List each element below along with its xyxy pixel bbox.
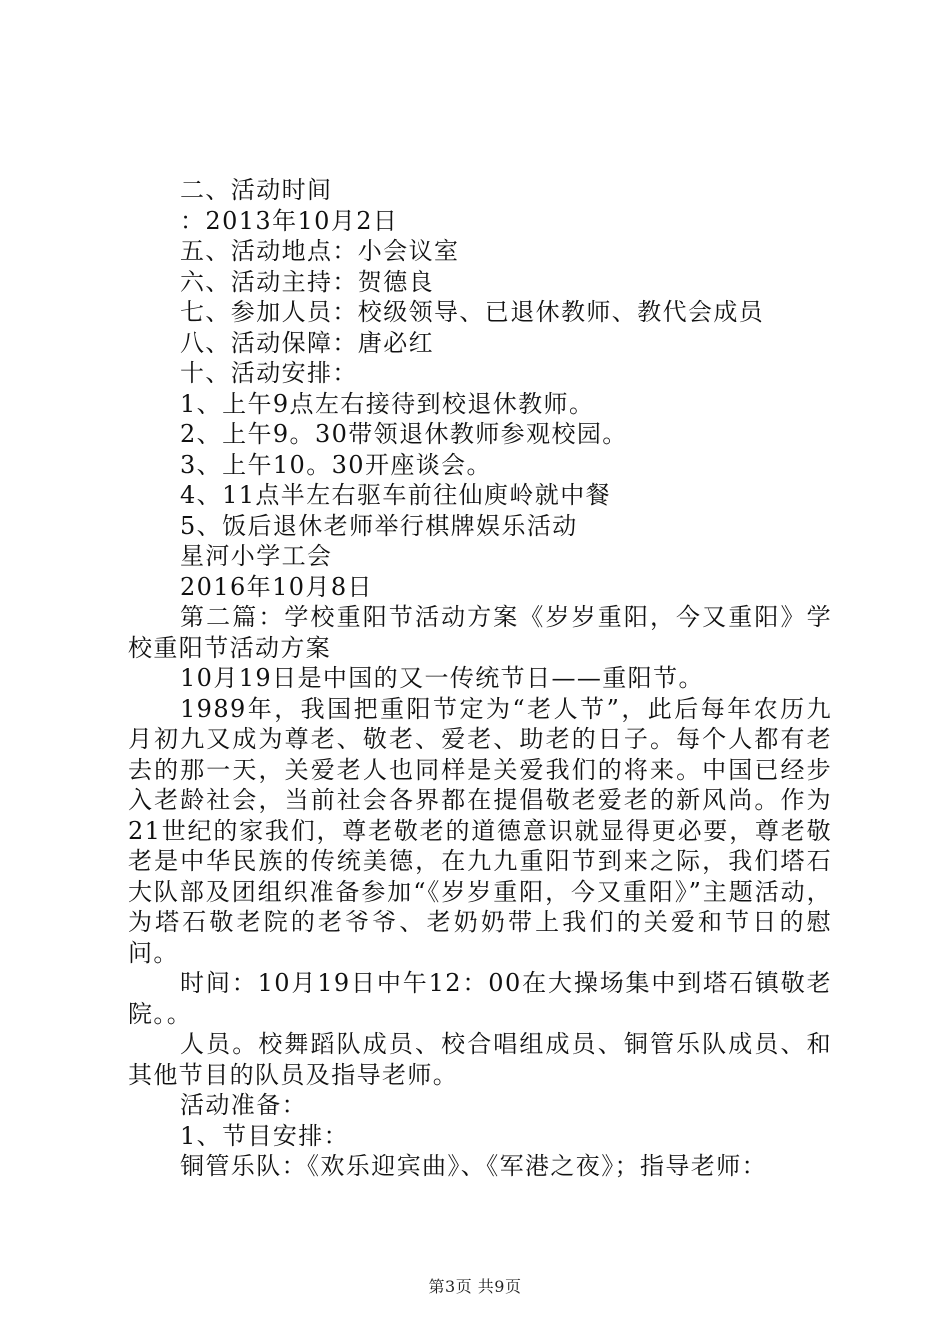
participants: 七、参加人员：校级领导、已退休教师、教代会成员 <box>180 298 765 326</box>
schedule-item-3: 3、上午10。30开座谈会。 <box>180 450 492 479</box>
signature-date: 2016年10月8日 <box>180 572 373 601</box>
schedule-heading: 十、活动安排： <box>180 359 358 387</box>
section-heading-time: 二、活动时间 <box>180 176 333 204</box>
program-arrangement: 1、节目安排： <box>180 1121 350 1150</box>
organizer-signature: 星河小学工会 <box>180 542 333 570</box>
activity-date: ：2013年10月2日 <box>180 206 399 235</box>
document-body <box>128 175 832 1182</box>
chapter-title: 第二篇：学校重阳节活动方案《岁岁重阳，今又重阳》学校重阳节活动方案 <box>128 603 832 662</box>
paragraph-intro: 10月19日是中国的又一传统节日——重阳节。 <box>180 664 704 692</box>
page-number-footer: 第3页 共9页 <box>428 1277 522 1296</box>
preparation-heading: 活动准备： <box>180 1091 307 1119</box>
schedule-item-2: 2、上午9。30带领退休教师参观校园。 <box>180 420 628 448</box>
paragraph-background: 1989年，我国把重阳节定为“老人节”，此后每年农历九月初九又成为尊老、敬老、爱老、助老的日子。每个人都有老去的那一天，关爱老人也同样是关爱我们的将来。中国已经步入老龄社会，当前社会各界都在提倡敬老爱老的新风尚。作为21世纪的家我们，尊老敬老的道德意识就显得更必要，尊老敬老是中华民族的传统美德，在九九重阳节到来之际，我们塔石大队部及团组织准备参加“《岁岁重阳，今又重阳》”主题活动，为塔石敬老院的老爷爷、老奶奶带上我们的关爱和节日的慰问。 <box>128 694 832 967</box>
activity-support: 八、活动保障：唐必红 <box>180 328 434 357</box>
paragraph-personnel: 人员。校舞蹈队成员、校合唱组成员、铜管乐队成员、和其他节目的队员及指导老师。 <box>128 1030 832 1089</box>
paragraph-time: 时间：10月19日中午12：00在大操场集中到塔石镇敬老院。。 <box>128 969 832 1028</box>
schedule-item-1: 1、上午9点左右接待到校退休教师。 <box>180 389 595 418</box>
activity-host: 六、活动主持：贺德良 <box>180 267 434 296</box>
schedule-item-5: 5、饭后退休老师举行棋牌娱乐活动 <box>180 511 578 540</box>
schedule-item-4: 4、11点半左右驱车前往仙庾岭就中餐 <box>180 481 612 509</box>
activity-location: 五、活动地点：小会议室 <box>180 237 460 265</box>
brass-band-program: 铜管乐队：《欢乐迎宾曲》、《军港之夜》；指导老师： <box>180 1152 767 1180</box>
